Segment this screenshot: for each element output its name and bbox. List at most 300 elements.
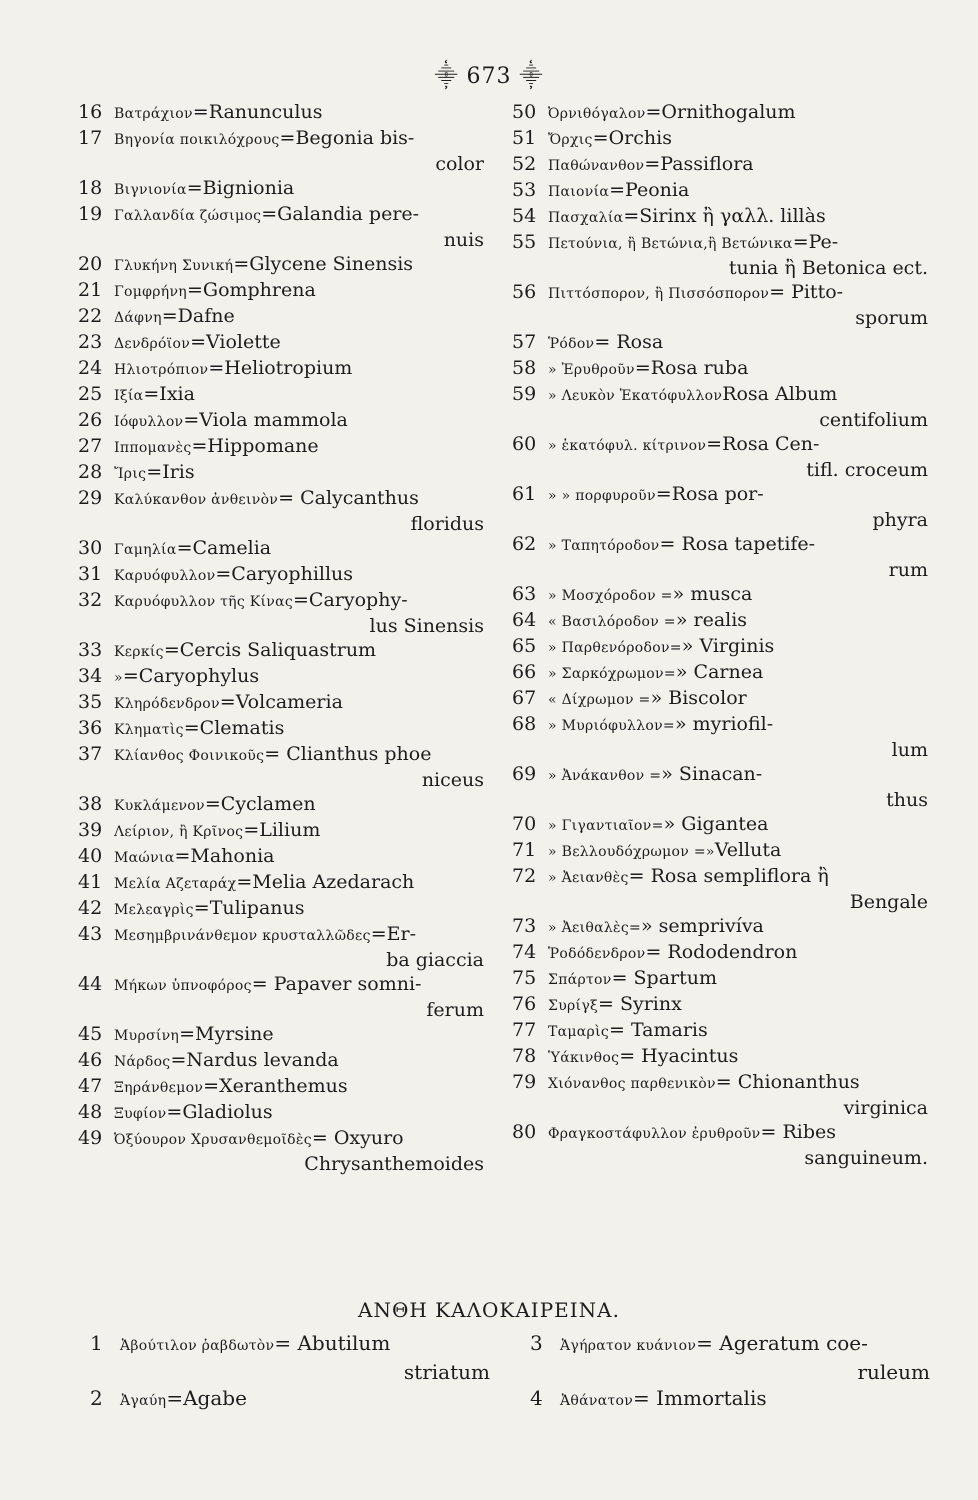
latin-name: =Ixia <box>143 383 195 405</box>
ornament-left: ⸎ <box>434 64 467 89</box>
latin-name: = Pitto- <box>769 281 844 303</box>
latin-name: = Hyacintus <box>619 1045 739 1067</box>
entry-number: 51 <box>512 127 537 149</box>
list-item <box>512 126 932 152</box>
entry-text <box>114 664 488 690</box>
list-item <box>512 330 932 356</box>
latin-name: =Begonia bis- <box>279 127 415 149</box>
list-item <box>512 280 932 330</box>
list-item <box>512 178 932 204</box>
greek-name: » Μοσχόροδον = <box>548 588 673 604</box>
latin-name: Rosa Album <box>722 383 838 405</box>
latin-name: =Volcameria <box>219 691 343 713</box>
entry-number: 17 <box>78 127 103 149</box>
greek-name: Συρίγξ <box>548 998 599 1014</box>
latin-name: » myriofil- <box>674 713 774 735</box>
latin-name: =Hippomane <box>191 435 319 457</box>
latin-name: » semprivíva <box>641 915 764 937</box>
entry-text <box>114 1048 488 1074</box>
list-item <box>530 1385 950 1414</box>
entry-continuation: lus Sinensis <box>369 615 484 637</box>
greek-name: Νάρδος <box>114 1054 171 1070</box>
greek-name: » Λευκὸν Ἑκατόφυλλον <box>548 388 723 404</box>
list-item <box>78 690 488 716</box>
list-item <box>78 408 488 434</box>
entry-text <box>114 100 488 126</box>
latin-name: =Violette <box>190 331 281 353</box>
latin-name: =Caryophillus <box>215 563 354 585</box>
latin-name: Velluta <box>714 839 782 861</box>
entry-text <box>548 864 932 890</box>
entry-text <box>114 434 488 460</box>
greek-name: Λείριον, ἢ Κρῖνος <box>114 824 244 840</box>
entry-text <box>114 202 488 228</box>
list-item <box>512 992 932 1018</box>
list-item <box>512 812 932 838</box>
list-item <box>512 382 932 432</box>
latin-name: » Carnea <box>675 661 764 683</box>
list-item <box>512 940 932 966</box>
latin-name: = Abutilum <box>274 1331 391 1355</box>
greek-name: Παθώνανθον <box>548 158 645 174</box>
right-column <box>512 100 932 1170</box>
list-item <box>512 762 932 812</box>
entry-continuation: nuis <box>443 229 484 251</box>
entry-number: 68 <box>512 713 537 735</box>
latin-name: = Calycanthus <box>278 487 419 509</box>
entry-number: 62 <box>512 533 537 555</box>
entry-text <box>548 634 932 660</box>
greek-name: Καλύκανθον ἀνθεινὸν <box>114 492 279 508</box>
greek-name: Μελία Αζεταράχ <box>114 876 237 892</box>
latin-name: =Camelia <box>176 537 272 559</box>
entry-number: 30 <box>78 537 103 559</box>
list-item <box>78 742 488 792</box>
list-item <box>512 532 932 582</box>
latin-name: =Er- <box>370 923 417 945</box>
list-item <box>512 152 932 178</box>
entry-number: 79 <box>512 1071 537 1093</box>
entry-continuation: rum <box>888 559 928 581</box>
greek-name: Μυρσίνη <box>114 1028 180 1044</box>
list-item <box>78 664 488 690</box>
entry-text <box>114 1074 488 1100</box>
greek-name: Βιγνιονία <box>114 182 187 198</box>
list-item <box>78 100 488 126</box>
latin-name: =Tulipanus <box>193 897 305 919</box>
entry-number: 55 <box>512 231 537 253</box>
list-item <box>530 1330 950 1385</box>
greek-name: Ξηράνθεμον <box>114 1080 204 1096</box>
entry-number: 75 <box>512 967 537 989</box>
entry-number: 64 <box>512 609 537 631</box>
greek-name: » ἑκατόφυλ. κίτρινον <box>548 438 707 454</box>
entry-text <box>548 686 932 712</box>
latin-name: =Agabe <box>166 1386 247 1410</box>
entry-number: 40 <box>78 845 103 867</box>
entry-continuation: niceus <box>421 769 484 791</box>
entry-number: 28 <box>78 461 103 483</box>
latin-name: =Viola mammola <box>183 409 348 431</box>
entry-text <box>548 356 932 382</box>
greek-name: » Ταπητόροδον <box>548 538 660 554</box>
list-item <box>78 382 488 408</box>
list-item <box>512 100 932 126</box>
entry-number: 56 <box>512 281 537 303</box>
greek-name: Ὑάκινθος <box>548 1050 620 1066</box>
list-item <box>512 864 932 914</box>
list-item <box>512 1070 932 1120</box>
list-item <box>512 582 932 608</box>
entry-text <box>114 588 488 614</box>
greek-name: Χιόνανθος παρθενικὸν <box>548 1076 716 1092</box>
greek-name: » Σαρκόχρωμον= <box>548 666 676 682</box>
list-item <box>512 204 932 230</box>
entry-text <box>114 382 488 408</box>
entry-text <box>114 716 488 742</box>
list-item <box>512 660 932 686</box>
entry-number: 49 <box>78 1127 103 1149</box>
entry-continuation: striatum <box>403 1360 490 1384</box>
entry-text <box>548 582 932 608</box>
list-item <box>78 716 488 742</box>
entry-text <box>548 608 932 634</box>
list-item <box>512 482 932 532</box>
latin-name: =Caryophylus <box>122 665 260 687</box>
entry-text <box>114 278 488 304</box>
entry-number: 35 <box>78 691 103 713</box>
entry-text <box>114 896 488 922</box>
latin-name: =Orchis <box>592 127 672 149</box>
list-item <box>512 356 932 382</box>
entry-number: 77 <box>512 1019 537 1041</box>
greek-name: Ἀγαύη <box>120 1393 167 1409</box>
entry-continuation: floridus <box>410 513 484 535</box>
latin-name: =Passiflora <box>644 153 754 175</box>
latin-name: =Caryophy- <box>293 589 408 611</box>
entry-number: 39 <box>78 819 103 841</box>
latin-name: = Syrinx <box>598 993 682 1015</box>
entry-number: 33 <box>78 639 103 661</box>
list-item <box>78 844 488 870</box>
entry-number: 44 <box>78 973 103 995</box>
entry-number: 19 <box>78 203 103 225</box>
entry-text <box>114 176 488 202</box>
entry-number: 70 <box>512 813 537 835</box>
entry-text <box>114 870 488 896</box>
list-item <box>78 434 488 460</box>
latin-name: = Oxyuro <box>311 1127 404 1149</box>
latin-name: = Immortalis <box>633 1386 767 1410</box>
greek-name: » Βελλουδόχρωμον =» <box>548 844 715 860</box>
greek-name: Κερκίς <box>114 644 164 660</box>
latin-name: =Myrsine <box>179 1023 274 1045</box>
entry-text <box>548 532 932 558</box>
entry-number: 66 <box>512 661 537 683</box>
latin-name: =Heliotropium <box>208 357 353 379</box>
entry-number: 31 <box>78 563 103 585</box>
list-item <box>512 914 932 940</box>
latin-name: » musca <box>672 583 753 605</box>
list-item <box>78 896 488 922</box>
entry-continuation: phyra <box>872 509 928 531</box>
greek-name: » Παρθενόροδον= <box>548 640 682 656</box>
greek-name: Βηγονία ποικιλόχρους <box>114 132 280 148</box>
greek-name: » Γιγαντιαῖον= <box>548 818 664 834</box>
greek-name: Ἀθάνατον <box>560 1393 634 1409</box>
list-item <box>512 230 932 280</box>
entry-text <box>548 992 932 1018</box>
entry-text <box>114 486 488 512</box>
entry-text <box>548 280 932 306</box>
entry-text <box>114 460 488 486</box>
entry-text <box>548 966 932 992</box>
list-item <box>90 1385 510 1414</box>
list-item <box>78 278 488 304</box>
greek-name: » » πορφυροῦν <box>548 488 656 504</box>
entry-text <box>114 330 488 356</box>
list-item <box>78 818 488 844</box>
latin-name: =Rosa Cen- <box>706 433 820 455</box>
entry-text <box>114 536 488 562</box>
entry-text <box>548 330 932 356</box>
list-item <box>78 638 488 664</box>
latin-name: =Cercis Saliquastrum <box>163 639 377 661</box>
list-item <box>512 838 932 864</box>
greek-name: Ιππομανὲς <box>114 440 192 456</box>
greek-name: Κυκλάμενον <box>114 798 205 814</box>
entry-text <box>548 230 932 256</box>
latin-name: =Sirinx ἢ γαλλ. lillàs <box>623 205 826 227</box>
greek-name: Καρυόφυλλον τῆς Κίνας <box>114 594 294 610</box>
entry-text <box>114 304 488 330</box>
greek-name: Ὀρνιθόγαλον <box>548 106 646 122</box>
entry-number: 52 <box>512 153 537 175</box>
entry-number: 54 <box>512 205 537 227</box>
greek-name: Κληματὶς <box>114 722 184 738</box>
entry-text <box>548 1018 932 1044</box>
greek-name: « Δίχρωμον = <box>548 692 651 708</box>
entry-number: 57 <box>512 331 537 353</box>
latin-name: = Rosa tapetife- <box>659 533 816 555</box>
entry-text <box>114 844 488 870</box>
entry-continuation: lum <box>891 739 928 761</box>
greek-name: Γλυκήνη Συνική <box>114 258 234 274</box>
entry-number: 45 <box>78 1023 103 1045</box>
list-item <box>78 460 488 486</box>
entry-number: 76 <box>512 993 537 1015</box>
entry-number: 60 <box>512 433 537 455</box>
entry-number: 38 <box>78 793 103 815</box>
entry-continuation: virginica <box>843 1097 928 1119</box>
greek-name: » Ἀειανθὲς <box>548 870 629 886</box>
list-item <box>78 330 488 356</box>
latin-name: » Biscolor <box>650 687 747 709</box>
entry-number: 65 <box>512 635 537 657</box>
entry-text <box>548 432 932 458</box>
list-item <box>90 1330 510 1385</box>
latin-name: = Rododendron <box>645 941 798 963</box>
list-item <box>78 972 488 1022</box>
latin-name: =Gladiolus <box>166 1101 273 1123</box>
entry-text <box>560 1385 950 1414</box>
latin-name: =Galandia pere- <box>261 203 420 225</box>
entry-text <box>548 914 932 940</box>
greek-name: Ὄρχις <box>548 132 593 148</box>
entry-number: 3 <box>530 1331 543 1355</box>
greek-name: Ῥόδον <box>548 336 595 352</box>
greek-name: Μεσημβρινάνθεμον κρυσταλλῶδες <box>114 928 371 944</box>
latin-name: = Rosa sempliflora ἢ <box>628 865 829 887</box>
entry-text <box>114 818 488 844</box>
greek-name: Δενδρόϊον <box>114 336 191 352</box>
list-item <box>78 1126 488 1176</box>
greek-name: » Ἐρυθροῦν <box>548 362 635 378</box>
entry-number: 46 <box>78 1049 103 1071</box>
greek-name: Φραγκοστάφυλλον ἐρυθροῦν <box>548 1126 761 1142</box>
entry-continuation: sporum <box>855 307 928 329</box>
list-item <box>78 792 488 818</box>
entry-number: 16 <box>78 101 103 123</box>
greek-name: Γαμηλία <box>114 542 177 558</box>
greek-name: Παιονία <box>548 184 610 200</box>
entry-number: 78 <box>512 1045 537 1067</box>
entry-text <box>114 690 488 716</box>
entry-number: 74 <box>512 941 537 963</box>
latin-name: » Gigantea <box>663 813 769 835</box>
entry-text <box>114 972 488 998</box>
list-item <box>78 1074 488 1100</box>
latin-name: =Iris <box>146 461 195 483</box>
latin-name: =Cyclamen <box>204 793 316 815</box>
entry-number: 48 <box>78 1101 103 1123</box>
entry-number: 25 <box>78 383 103 405</box>
section-heading: ΑΝΘΗ ΚΑΛΟΚΑΙΡΕΙΝΑ. <box>358 1298 620 1322</box>
entry-number: 71 <box>512 839 537 861</box>
summer-right-column <box>530 1330 950 1414</box>
entry-text <box>548 100 932 126</box>
entry-text <box>114 1022 488 1048</box>
greek-name: Ταμαρὶς <box>548 1024 610 1040</box>
entry-number: 50 <box>512 101 537 123</box>
list-item <box>512 634 932 660</box>
greek-name: Κλίανθος Φοινικοῦς <box>114 748 265 764</box>
entry-continuation: thus <box>886 789 928 811</box>
list-item <box>512 1120 932 1170</box>
latin-name: =Rosa por- <box>655 483 764 505</box>
list-item <box>78 486 488 536</box>
list-item <box>512 1044 932 1070</box>
entry-text <box>548 482 932 508</box>
entry-number: 24 <box>78 357 103 379</box>
greek-name: Μαώνια <box>114 850 175 866</box>
page-number-text: 673 <box>466 64 512 89</box>
entry-number: 26 <box>78 409 103 431</box>
entry-text <box>548 1044 932 1070</box>
greek-name: Καρυόφυλλον <box>114 568 216 584</box>
ornament-right: ⸎ <box>511 64 544 89</box>
entry-text <box>548 762 932 788</box>
greek-name: Πετούνια, ἢ Βετώνια,ἢ Βετώνικα <box>548 236 793 252</box>
entry-number: 41 <box>78 871 103 893</box>
greek-name: Ἀβούτιλον ῥαβδωτὸν <box>120 1338 275 1354</box>
list-item <box>78 356 488 382</box>
latin-name: =Rosa ruba <box>634 357 749 379</box>
list-item <box>512 432 932 482</box>
latin-name: = Rosa <box>594 331 664 353</box>
entry-text <box>114 922 488 948</box>
latin-name: = Ribes <box>760 1121 836 1143</box>
greek-name: Γαλλανδία ζώσιμος <box>114 208 262 224</box>
entry-text <box>548 660 932 686</box>
greek-name: Πιττόσπορον, ἢ Πισσόσπορον <box>548 286 770 302</box>
entry-text <box>114 1126 488 1152</box>
list-item <box>78 202 488 252</box>
entry-continuation: ba giaccia <box>386 949 484 971</box>
entry-number: 21 <box>78 279 103 301</box>
greek-name: Ξυφίον <box>114 1106 167 1122</box>
entry-text <box>548 838 932 864</box>
latin-name: = Tamaris <box>609 1019 708 1041</box>
greek-name: « Βασιλόροδον = <box>548 614 676 630</box>
entry-number: 34 <box>78 665 103 687</box>
entry-number: 32 <box>78 589 103 611</box>
entry-continuation: tunia ἢ Betonica ect. <box>728 257 928 279</box>
summer-left-column <box>90 1330 510 1414</box>
entry-text <box>548 382 932 408</box>
entry-number: 22 <box>78 305 103 327</box>
greek-name: Κληρόδενδρον <box>114 696 220 712</box>
entry-text <box>548 178 932 204</box>
entry-number: 47 <box>78 1075 103 1097</box>
list-item <box>78 870 488 896</box>
entry-text <box>120 1330 510 1359</box>
entry-number: 73 <box>512 915 537 937</box>
entry-text <box>114 638 488 664</box>
entry-number: 72 <box>512 865 537 887</box>
list-item <box>78 126 488 176</box>
entry-continuation: ferum <box>426 999 484 1021</box>
greek-name: » Ἀνάκανθον = <box>548 768 662 784</box>
entry-text <box>548 1120 932 1146</box>
entry-text <box>548 126 932 152</box>
entry-number: 63 <box>512 583 537 605</box>
entry-text <box>114 792 488 818</box>
latin-name: = Ageratum coe- <box>696 1331 868 1355</box>
latin-name: = Chionanthus <box>715 1071 860 1093</box>
latin-name: = Spartum <box>611 967 718 989</box>
latin-name: =Glycene Sinensis <box>233 253 414 275</box>
entry-text <box>114 126 488 152</box>
entry-text <box>114 356 488 382</box>
greek-name: » Ἀειθαλὲς= <box>548 920 642 936</box>
entry-text <box>114 742 488 768</box>
entry-number: 43 <box>78 923 103 945</box>
greek-name: Ὀξύουρον Χρυσανθεμοῖδὲς <box>114 1132 312 1148</box>
entry-number: 18 <box>78 177 103 199</box>
entry-number: 1 <box>90 1331 103 1355</box>
list-item <box>78 562 488 588</box>
entry-number: 67 <box>512 687 537 709</box>
list-item <box>512 712 932 762</box>
greek-name: Μήκων ὑπνοφόρος <box>114 978 252 994</box>
entry-text <box>548 152 932 178</box>
entry-number: 80 <box>512 1121 537 1143</box>
entry-number: 58 <box>512 357 537 379</box>
list-item <box>512 966 932 992</box>
latin-name: =Lilium <box>243 819 321 841</box>
entry-continuation: color <box>435 153 484 175</box>
